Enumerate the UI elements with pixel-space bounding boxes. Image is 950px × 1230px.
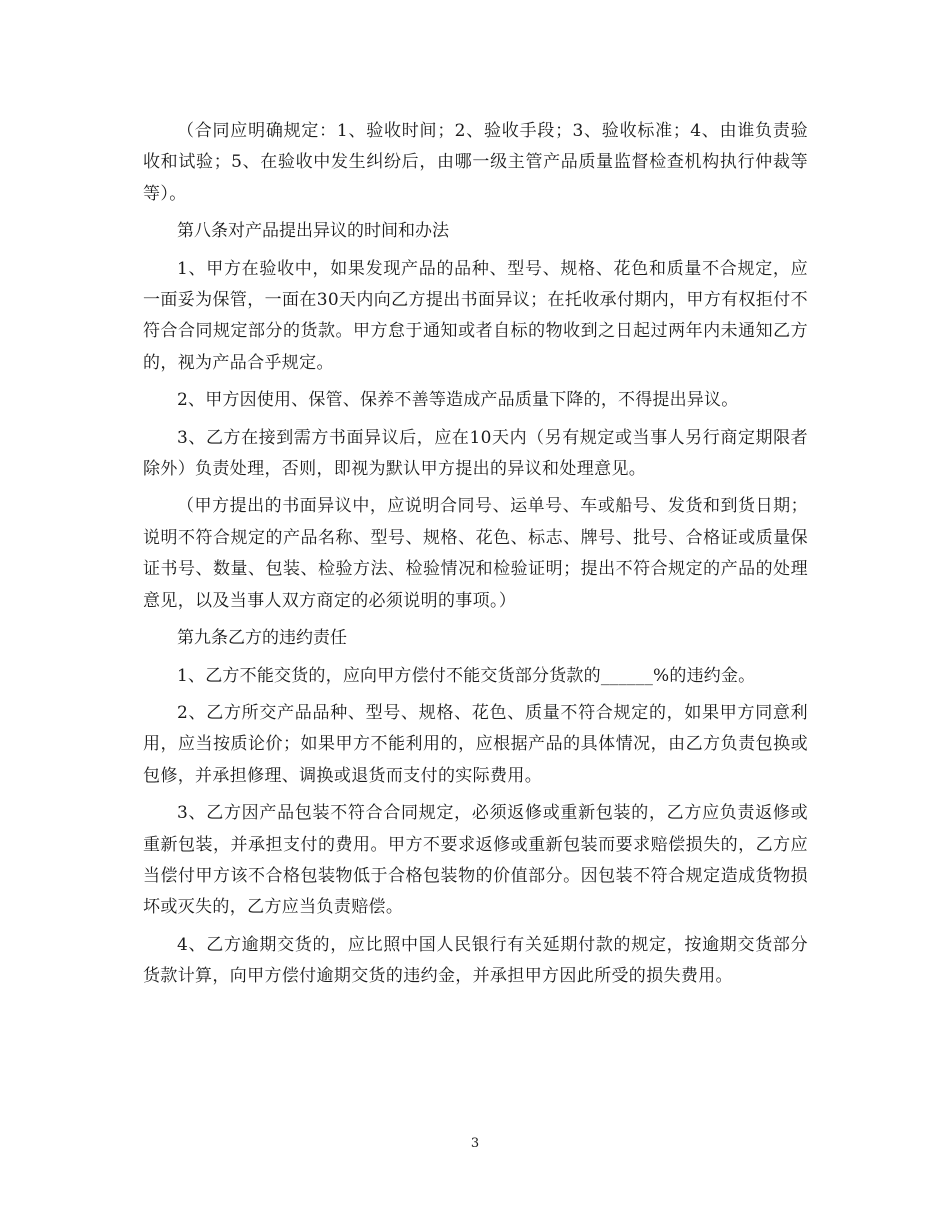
paragraph-article-8-item-1: 1、甲方在验收中，如果发现产品的品种、型号、规格、花色和质量不合规定，应一面妥为保管，一面在30天内向乙方提出书面异议；在托收承付期内，甲方有权拒付不符合合同规定部分的货款。甲方怠于通知或者自标的物收到之日起过两年内未通知乙方的，视为产品合乎规定。 [143,258,808,373]
page-number: 3 [470,1136,480,1151]
paragraph-article-8-item-3: 3、乙方在接到需方书面异议后，应在10天内（另有规定或当事人另行商定期限者除外）负责处理，否则，即视为默认甲方提出的异议和处理意见。 [143,427,808,480]
document-body [143,116,808,993]
heading-article-9: 第九条乙方的违约责任 [177,628,347,649]
heading-article-8: 第八条对产品提出异议的时间和办法 [177,221,449,242]
paragraph-article-9-item-3: 3、乙方因产品包装不符合合同规定，必须返修或重新包装的，乙方应负责返修或重新包装，并承担支付的费用。甲方不要求返修或重新包装而要求赔偿损失的，乙方应当偿付甲方该不合格包装物低于合格包装物的价值部分。因包装不符合规定造成货物损坏或灭失的，乙方应当负责赔偿。 [143,803,808,918]
paragraph-article-9-item-2: 2、乙方所交产品品种、型号、规格、花色、质量不符合规定的，如果甲方同意利用，应当按质论价；如果甲方不能利用的，应根据产品的具体情况，由乙方负责包换或包修，并承担修理、调换或退货而支付的实际费用。 [143,702,808,786]
paragraph-article-9-item-4: 4、乙方逾期交货的，应比照中国人民银行有关延期付款的规定，按逾期交货部分货款计算，向甲方偿付逾期交货的违约金，并承担甲方因此所受的损失费用。 [143,934,808,987]
paragraph-article-8-item-2: 2、甲方因使用、保管、保养不善等造成产品质量下降的，不得提出异议。 [177,390,739,411]
paragraph-objection-note: （甲方提出的书面异议中，应说明合同号、运单号、车或船号、发货和到货日期；说明不符合规定的产品名称、型号、规格、花色、标志、牌号、批号、合格证或质量保证书号、数量、包装、检验方法、检验情况和检验证明；提出不符合规定的产品的处理意见，以及当事人双方商定的必须说明的事项。） [143,496,808,611]
paragraph-acceptance-note: （合同应明确规定：1、验收时间；2、验收手段；3、验收标准；4、由谁负责验收和试验；5、在验收中发生纠纷后，由哪一级主管产品质量监督检查机构执行仲裁等等）。 [143,121,808,204]
paragraph-article-9-item-1: 1、乙方不能交货的，应向甲方偿付不能交货部分货款的______%的违约金。 [177,665,756,686]
